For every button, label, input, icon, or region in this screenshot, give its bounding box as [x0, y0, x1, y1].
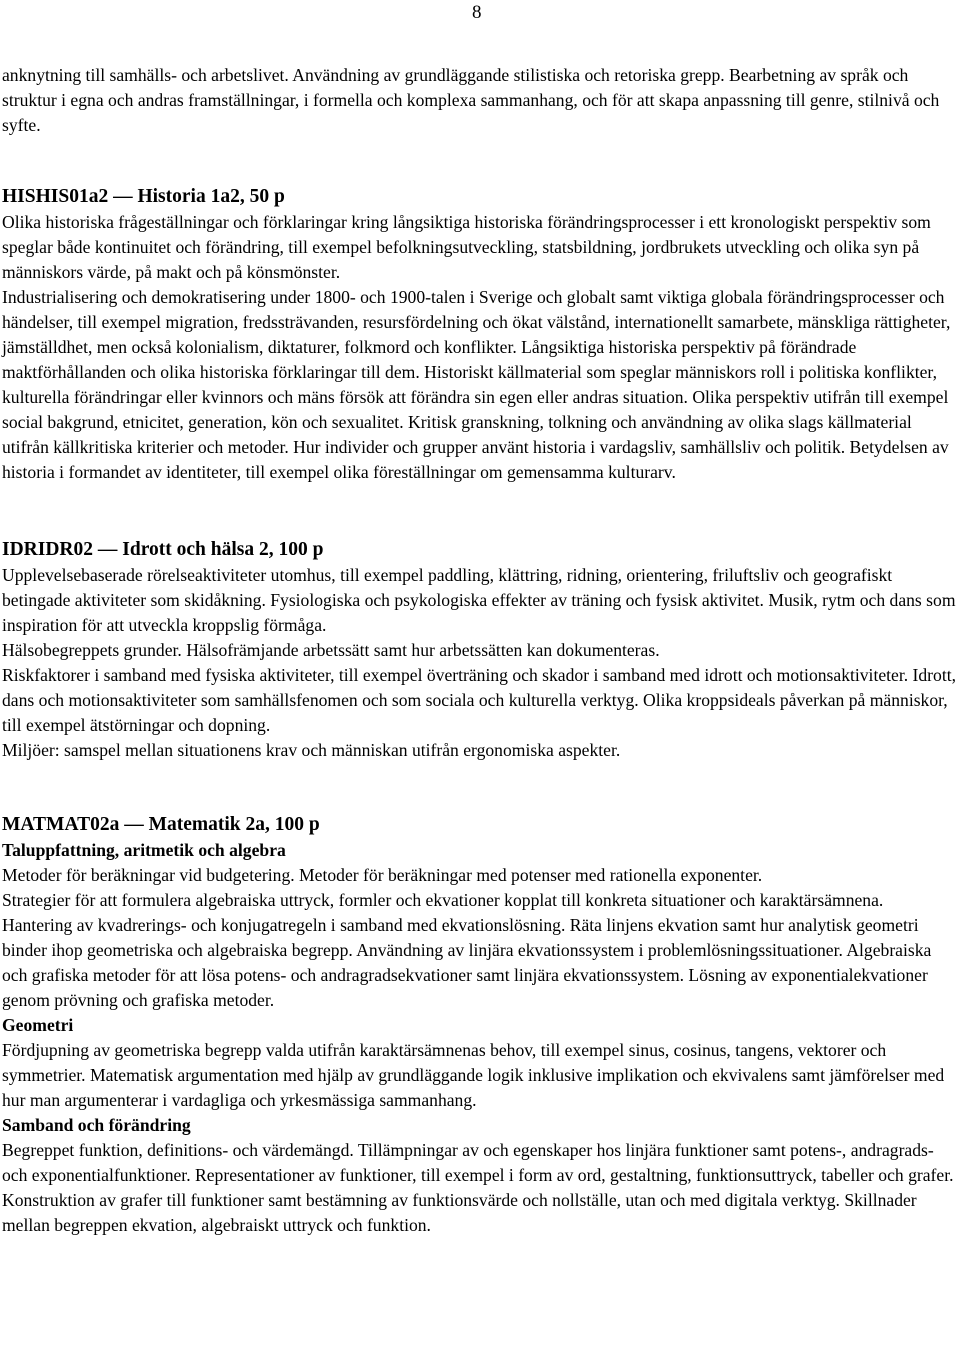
- math-subheading: Taluppfattning, aritmetik och algebra: [2, 840, 286, 860]
- section-spacer: [2, 763, 958, 811]
- math-subheading: Geometri: [2, 1015, 74, 1035]
- sports-paragraph: Hälsobegreppets grunder. Hälsofrämjande arbetssätt samt hur arbetssätten kan dokumenteras.: [2, 640, 660, 660]
- section-spacer: [2, 138, 958, 183]
- history-paragraph: Olika historiska frågeställningar och förklaringar kring långsiktiga historiska förändringsprocesser i ett kronologiskt perspektiv som speglar både kontinuitet och förändring, till exempel befolkningsutveckling, statsbildning, jordbrukets utveckling och olika syn på människors värde, på makt och på könsmönster.: [2, 212, 931, 282]
- math-paragraph: Strategier för att formulera algebraiska uttryck, formler och ekvationer kopplat till konkreta situationer och karaktärsämnena. Hantering av kvadrerings- och konjugatregeln i samband med ekvationslösning. Räta linjens ekvation samt hur analytisk geometri binder ihop geometriska och algebraiska begrepp. Användning av linjära ekvationssystem i problemlösningssituationer. Algebraiska och grafiska metoder för att lösa potens- och andragradsekvationer samt linjära ekvationssystem. Lösning av exponentialekvationer genom prövning och grafiska metoder.: [2, 890, 932, 1010]
- intro-paragraph: anknytning till samhälls- och arbetslivet. Användning av grundläggande stilistiska och retoriska grepp. Bearbetning av språk och struktur i egna och andras framställningar, i formella och komplexa sammanhang, och för att skapa anpassning till genre, stilnivå och syfte.: [2, 65, 940, 135]
- sports-paragraph: Riskfaktorer i samband med fysiska aktiviteter, till exempel överträning och skador i samband med idrott och motionsaktiviteter. Idrott, dans och motionsaktiviteter som samhällsfenomen och som sociala och kulturella verktyg. Olika kroppsideals påverkan på människor, till exempel ätstörningar och dopning.: [2, 665, 957, 735]
- math-course-section: [2, 811, 958, 1238]
- sports-paragraph: Upplevelsebaserade rörelseaktiviteter utomhus, till exempel paddling, klättring, ridning, orientering, friluftsliv och geografiskt betingade aktiviteter som skidåkning. Fysiologiska och psykologiska effekter av träning och fysisk aktivitet. Musik, rytm och dans som inspiration för att utveckla kroppslig förmåga.: [2, 565, 956, 635]
- sports-paragraph: Miljöer: samspel mellan situationens krav och människan utifrån ergonomiska aspekter.: [2, 740, 621, 760]
- document-body: [2, 63, 958, 1238]
- math-paragraph: Metoder för beräkningar vid budgetering. Metoder för beräkningar med potenser med rationella exponenter.: [2, 865, 763, 885]
- history-course-section: [2, 183, 958, 485]
- history-paragraph: Industrialisering och demokratisering under 1800- och 1900-talen i Sverige och globalt samt viktiga globala förändringsprocesser och händelser, till exempel migration, fredssträvanden, resursfördelning och ökat välstånd, internationellt samarbete, mänskliga rättigheter, jämställdhet, men också kolonialism, diktaturer, folkmord och konflikter. Långsiktiga historiska perspektiv på förändrade maktförhållanden och olika historiska förklaringar till dem. Historiskt källmaterial som speglar människors roll i politiska konflikter, kulturella förändringar eller kvinnors och mäns försök att förändra sin egen eller andras situation. Olika perspektiv utifrån till exempel social bakgrund, etnicitet, generation, kön och sexualitet. Kritisk granskning, tolkning och användning av olika slags källmaterial utifrån källkritiska kriterier och metoder. Hur individer och grupper använt historia i vardagsliv, samhällsliv och politik. Betydelsen av historia i formandet av identiteter, till exempel olika föreställningar om gemensamma kulturarv.: [2, 287, 951, 482]
- math-course-title: MATMAT02a — Matematik 2a, 100 p: [2, 814, 320, 835]
- math-subheading: Samband och förändring: [2, 1115, 191, 1135]
- math-paragraph: Begreppet funktion, definitions- och värdemängd. Tillämpningar av och egenskaper hos linjära funktioner samt potens-, andragrads- och exponentialfunktioner. Representationer av funktioner, till exempel i form av ord, gestaltning, funktionsuttryck, tabeller och grafer. Konstruktion av grafer till funktioner samt bestämning av funktionsvärde och nollställe, utan och med digitala verktyg. Skillnader mellan begreppen ekvation, algebraiskt uttryck och funktion.: [2, 1140, 954, 1235]
- history-course-title: HISHIS01a2 — Historia 1a2, 50 p: [2, 186, 285, 207]
- page-number: 8: [472, 2, 482, 23]
- section-spacer: [2, 485, 958, 536]
- math-paragraph: Fördjupning av geometriska begrepp valda utifrån karaktärsämnenas behov, till exempel sinus, cosinus, tangens, vektorer och symmetrier. Matematisk argumentation med hjälp av grundläggande logik inklusive implikation och ekvivalens samt jämförelser med hur man argumenterar i vardagliga och yrkesmässiga sammanhang.: [2, 1040, 945, 1110]
- sports-course-title: IDRIDR02 — Idrott och hälsa 2, 100 p: [2, 539, 324, 560]
- sports-course-section: [2, 536, 958, 763]
